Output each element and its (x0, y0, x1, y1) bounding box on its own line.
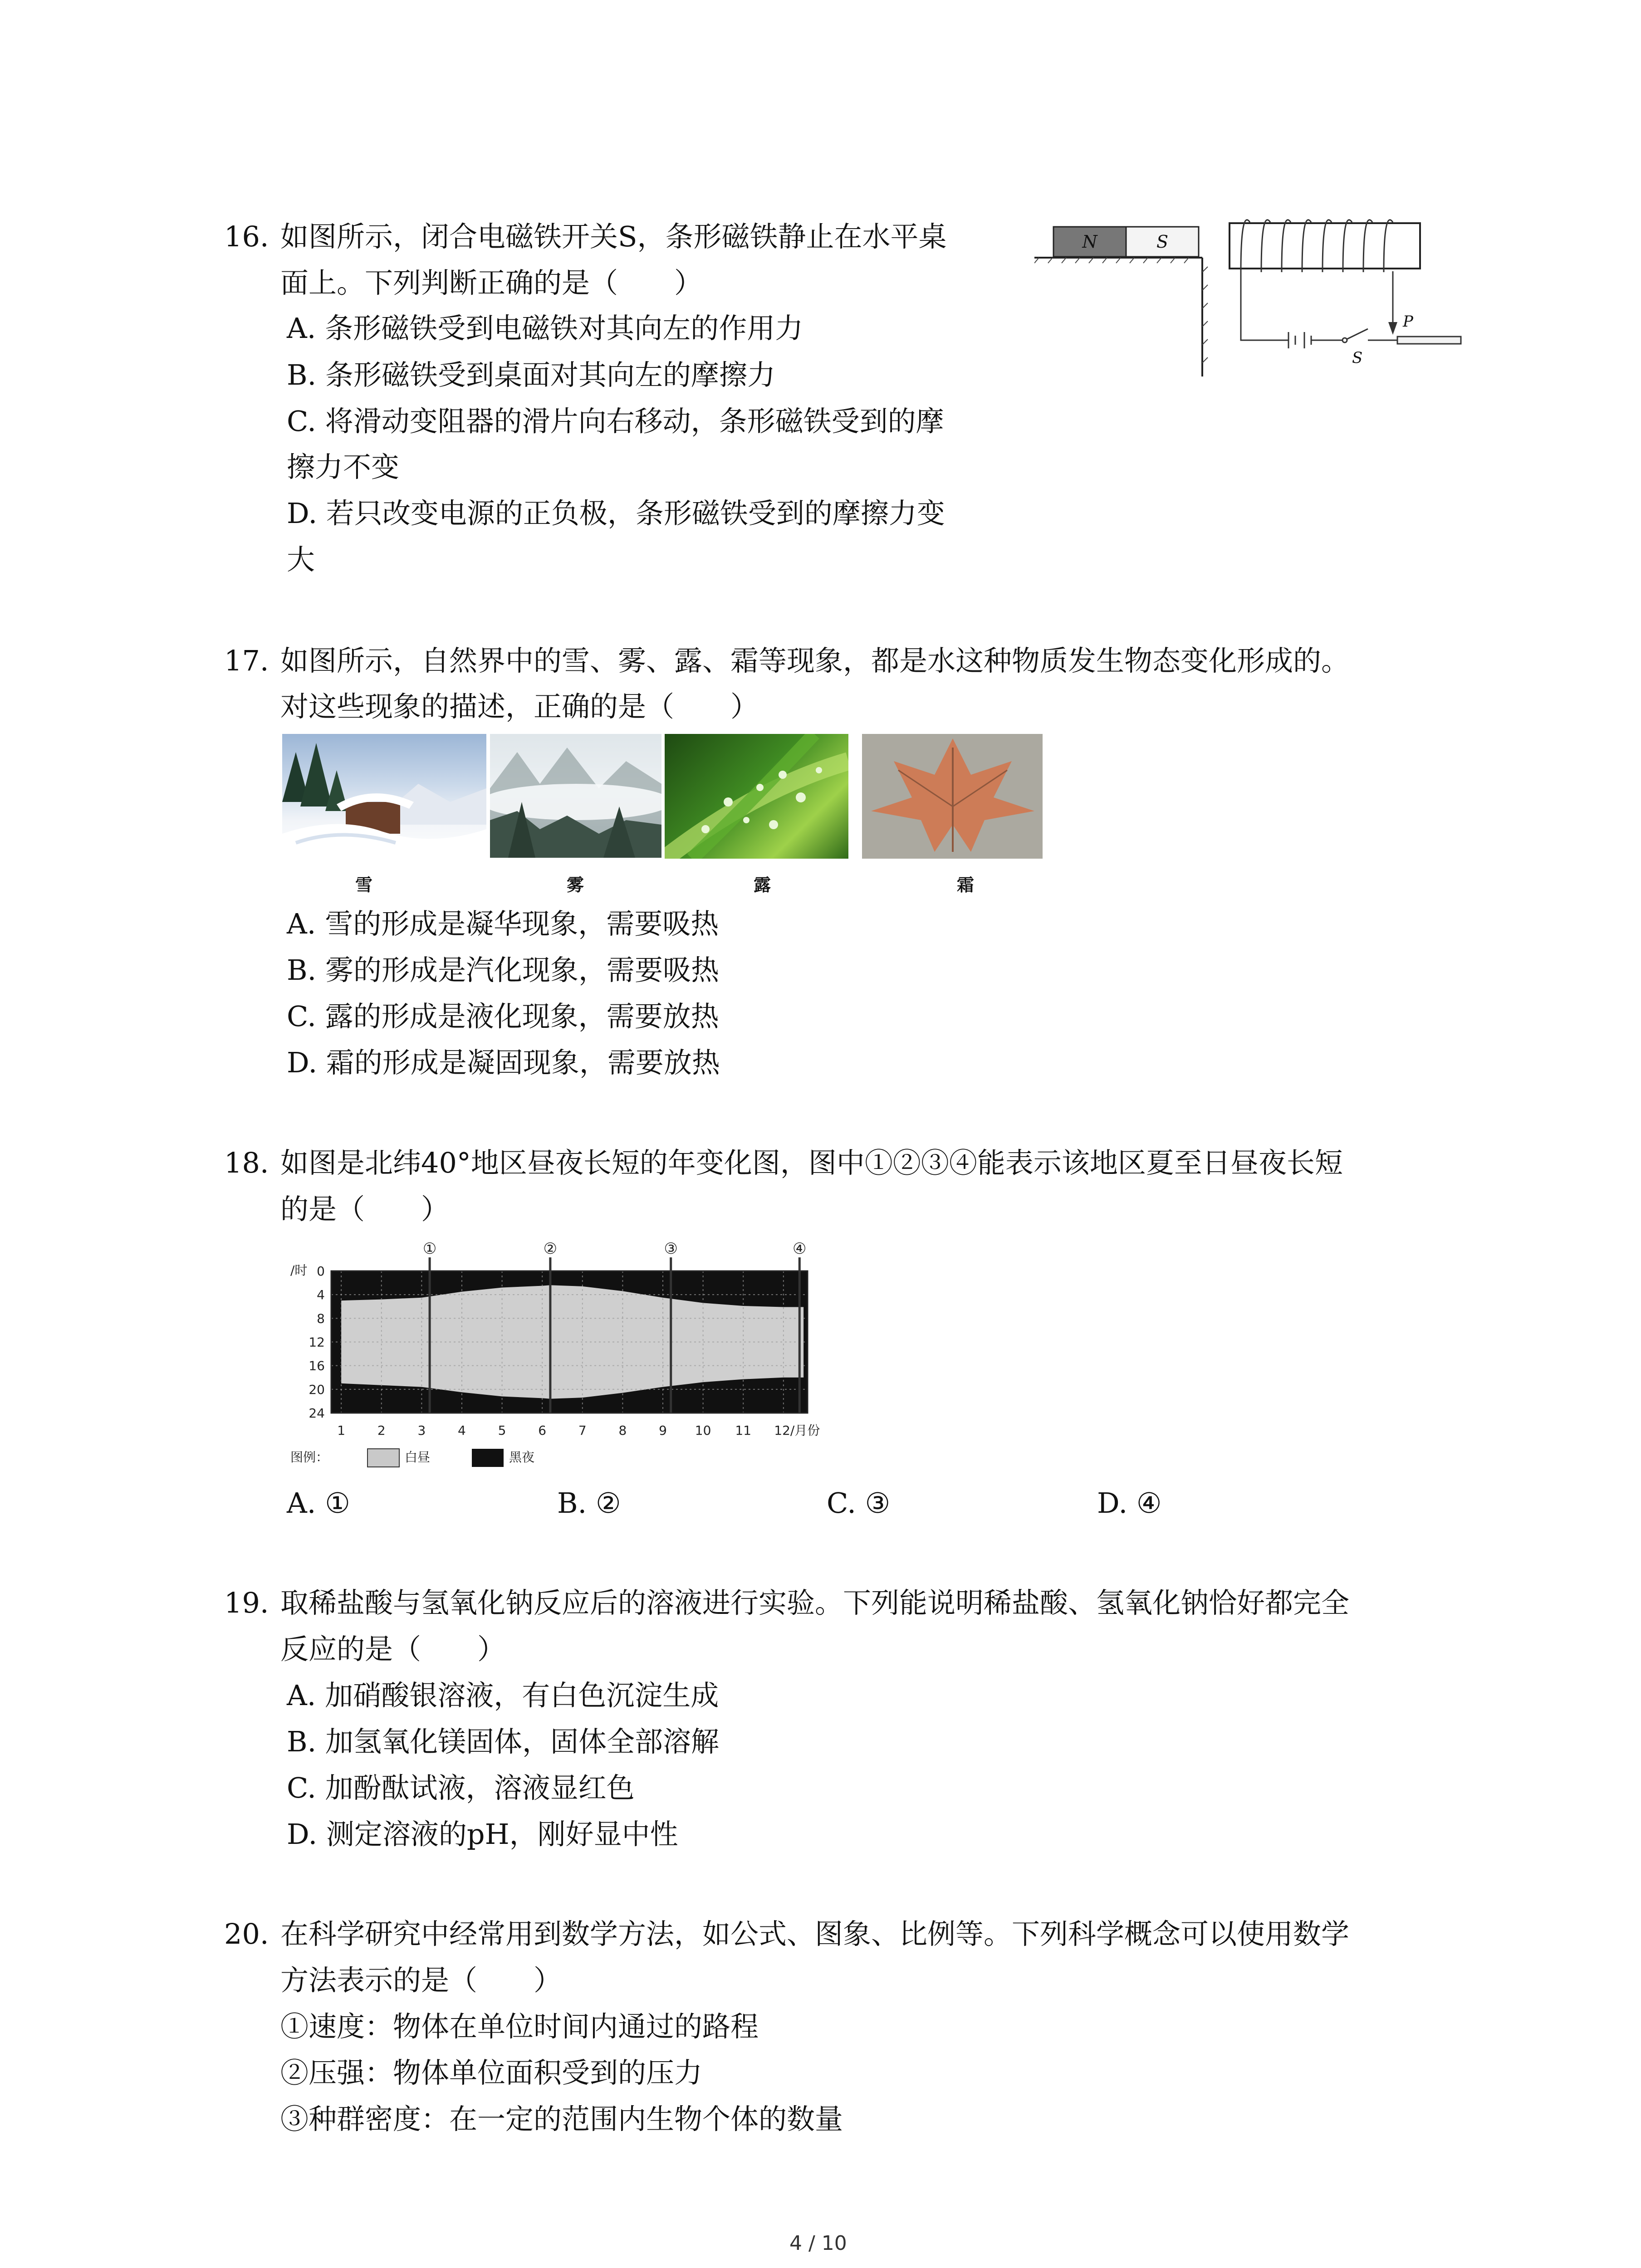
switch-label: S (1352, 349, 1363, 367)
y-tick-label: 0 (317, 1264, 325, 1279)
y-tick-label: 12 (309, 1334, 325, 1350)
x-tick-label: 6 (538, 1423, 547, 1438)
x-tick-label: 2 (377, 1423, 386, 1438)
q20-item-2: ②压强：物体单位面积受到的压力 (280, 2056, 703, 2089)
q16-option-c-cont: 擦力不变 (287, 450, 400, 484)
magnet-n-label: N (1082, 232, 1097, 252)
caption-dew: 露 (753, 875, 771, 895)
x-tick-label: 11 (735, 1423, 752, 1438)
q20-number: 20. (224, 1917, 269, 1950)
legend-swatch-night (472, 1449, 504, 1467)
q17-number: 17. (224, 644, 269, 677)
q16-option-b: B. 条形磁铁受到桌面对其向左的摩擦力 (287, 358, 775, 391)
magnet-s-label: S (1156, 232, 1169, 252)
electromagnet-figure (1034, 213, 1465, 386)
q19-option-d: D. 测定溶液的pH，刚好显中性 (287, 1818, 678, 1851)
marker-label-1: ① (422, 1240, 437, 1258)
fog-photo (490, 734, 661, 858)
x-tick-label: 10 (695, 1423, 711, 1438)
x-tick-label: 7 (578, 1423, 587, 1438)
q20-stem-line2: 方法表示的是（ ） (280, 1964, 562, 1997)
q16-number: 16. (224, 220, 269, 253)
q20-stem-line1: 在科学研究中经常用到数学方法，如公式、图象、比例等。下列科学概念可以使用数学 (280, 1917, 1350, 1950)
q18-stem-line1: 如图是北纬40°地区昼夜长短的年变化图，图中①②③④能表示该地区夏至日昼夜长短 (280, 1146, 1343, 1179)
y-tick-label: 24 (309, 1406, 325, 1421)
page-number: 4 / 10 (789, 2232, 847, 2255)
q19-number: 19. (224, 1586, 269, 1619)
caption-snow: 雪 (355, 875, 372, 895)
q17-stem-line1: 如图所示，自然界中的雪、雾、露、霜等现象，都是水这种物质发生物态变化形成的。 (280, 644, 1350, 677)
frost-photo (862, 734, 1043, 859)
x-tick-label: 12/月份 (774, 1423, 820, 1438)
q19-stem-line2: 反应的是（ ） (280, 1633, 506, 1666)
legend-swatch-day (367, 1449, 399, 1467)
q17-option-a: A. 雪的形成是凝华现象，需要吸热 (287, 907, 719, 940)
q16-option-c: C. 将滑动变阻器的滑片向右移动，条形磁铁受到的摩 (287, 405, 944, 438)
q19-stem-line1: 取稀盐酸与氢氧化钠反应后的溶液进行实验。下列能说明稀盐酸、氢氧化钠恰好都完全 (280, 1586, 1350, 1619)
q19-option-a: A. 加硝酸银溶液，有白色沉淀生成 (287, 1679, 719, 1712)
q18-option-d: D. ④ (1097, 1486, 1162, 1520)
legend-label-day: 白昼 (405, 1450, 431, 1465)
marker-label-4: ④ (793, 1240, 807, 1258)
q19-option-c: C. 加酚酞试液，溶液显红色 (287, 1771, 635, 1804)
slider-label: P (1403, 313, 1413, 331)
q17-option-c: C. 露的形成是液化现象，需要放热 (287, 1000, 719, 1033)
day-night-chart (281, 1234, 839, 1474)
caption-fog: 雾 (566, 875, 584, 895)
q18-number: 18. (224, 1146, 269, 1179)
q16-stem-line2: 面上。下列判断正确的是（ ） (280, 266, 703, 299)
q16-option-a: A. 条形磁铁受到电磁铁对其向左的作用力 (287, 312, 803, 345)
y-tick-label: 8 (317, 1311, 325, 1326)
snow-photo (282, 734, 486, 858)
caption-frost: 霜 (956, 875, 974, 895)
marker-label-3: ③ (664, 1240, 678, 1258)
q17-option-b: B. 雾的形成是汽化现象，需要吸热 (287, 953, 719, 987)
x-tick-label: 4 (458, 1423, 466, 1438)
q16-option-d-cont: 大 (287, 543, 315, 576)
q17-stem-line2: 对这些现象的描述，正确的是（ ） (280, 690, 759, 723)
y-axis-label: /时 (290, 1263, 308, 1278)
q16-option-d: D. 若只改变电源的正负极，条形磁铁受到的摩擦力变 (287, 497, 945, 530)
q18-option-c: C. ③ (827, 1486, 891, 1520)
q18-stem-line2: 的是（ ） (280, 1193, 450, 1226)
y-tick-label: 20 (309, 1382, 325, 1397)
q16-stem-line1: 如图所示，闭合电磁铁开关S，条形磁铁静止在水平桌 (280, 220, 947, 253)
legend-title: 图例： (290, 1450, 329, 1465)
y-tick-label: 4 (317, 1287, 325, 1303)
q17-option-d: D. 霜的形成是凝固现象，需要放热 (287, 1046, 720, 1079)
x-tick-label: 5 (498, 1423, 506, 1438)
q18-option-b: B. ② (557, 1486, 621, 1520)
dew-photo (665, 734, 848, 859)
q20-item-3: ③种群密度：在一定的范围内生物个体的数量 (280, 2102, 843, 2136)
x-tick-label: 1 (337, 1423, 346, 1438)
q19-option-b: B. 加氢氧化镁固体，固体全部溶解 (287, 1725, 719, 1758)
x-tick-label: 8 (618, 1423, 627, 1438)
x-tick-label: 3 (417, 1423, 426, 1438)
q18-option-a: A. ① (287, 1486, 350, 1520)
q20-item-1: ①速度：物体在单位时间内通过的路程 (280, 2010, 759, 2043)
marker-label-2: ② (543, 1240, 558, 1258)
legend-label-night: 黑夜 (509, 1450, 535, 1465)
y-tick-label: 16 (309, 1358, 325, 1374)
x-tick-label: 9 (659, 1423, 667, 1438)
